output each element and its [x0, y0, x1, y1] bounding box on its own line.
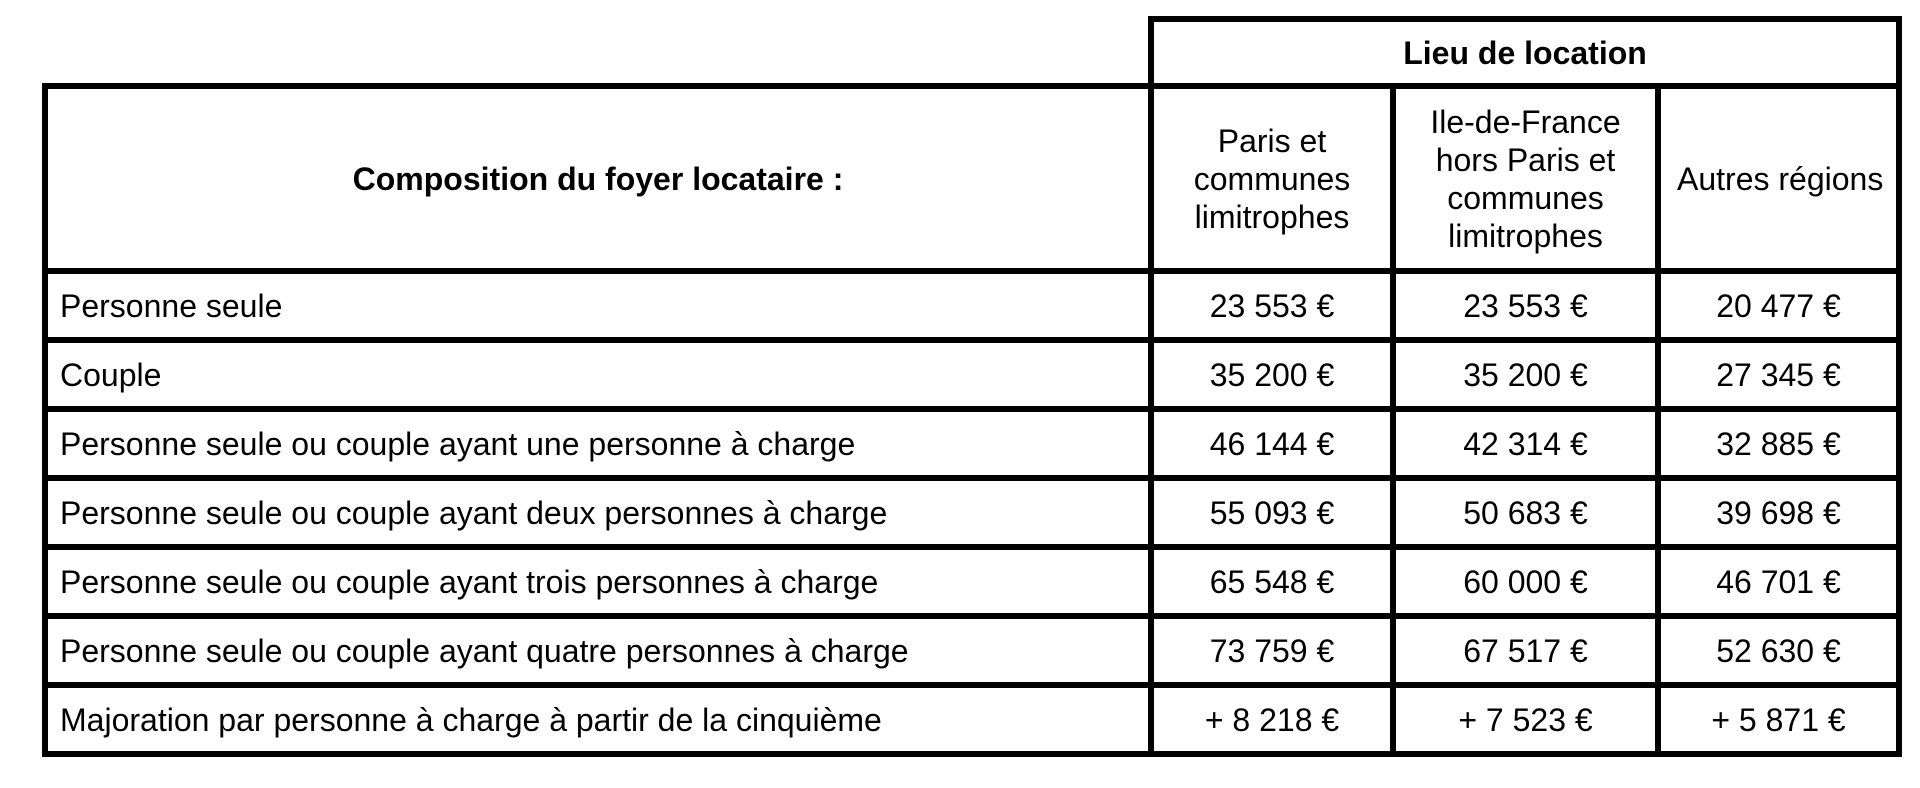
value-cell: + 7 523 €	[1393, 685, 1658, 754]
value-cell: 65 548 €	[1151, 547, 1393, 616]
column-header-row	[45, 86, 1899, 271]
value-cell: 23 553 €	[1151, 271, 1393, 340]
table-row	[45, 478, 1899, 547]
value-cell: 32 885 €	[1658, 409, 1899, 478]
row-label: Personne seule ou couple ayant quatre personnes à charge	[45, 616, 1151, 685]
value-cell: 73 759 €	[1151, 616, 1393, 685]
column-header-autres-regions: Autres régions	[1658, 86, 1899, 271]
income-ceiling-table	[42, 16, 1902, 757]
row-label: Personne seule ou couple ayant deux personnes à charge	[45, 478, 1151, 547]
value-cell: 55 093 €	[1151, 478, 1393, 547]
row-label: Majoration par personne à charge à partir de la cinquième	[45, 685, 1151, 754]
empty-corner-cell	[45, 19, 1151, 86]
value-cell: 67 517 €	[1393, 616, 1658, 685]
value-cell: 35 200 €	[1393, 340, 1658, 409]
composition-header: Composition du foyer locataire :	[45, 86, 1151, 271]
value-cell: 46 144 €	[1151, 409, 1393, 478]
value-cell: 35 200 €	[1151, 340, 1393, 409]
value-cell: 50 683 €	[1393, 478, 1658, 547]
value-cell: 60 000 €	[1393, 547, 1658, 616]
location-group-header: Lieu de location	[1151, 19, 1899, 86]
value-cell: 20 477 €	[1658, 271, 1899, 340]
table-row	[45, 685, 1899, 754]
value-cell: 39 698 €	[1658, 478, 1899, 547]
row-label: Personne seule ou couple ayant une personne à charge	[45, 409, 1151, 478]
column-header-paris: Paris et communes limitrophes	[1151, 86, 1393, 271]
value-cell: 42 314 €	[1393, 409, 1658, 478]
row-label: Couple	[45, 340, 1151, 409]
group-header-row	[45, 19, 1899, 86]
row-label: Personne seule	[45, 271, 1151, 340]
value-cell: + 8 218 €	[1151, 685, 1393, 754]
table-row	[45, 340, 1899, 409]
column-header-ile-de-france: Ile-de-France hors Paris et communes limitrophes	[1393, 86, 1658, 271]
value-cell: 23 553 €	[1393, 271, 1658, 340]
value-cell: 46 701 €	[1658, 547, 1899, 616]
table-row	[45, 547, 1899, 616]
value-cell: 27 345 €	[1658, 340, 1899, 409]
table-row	[45, 409, 1899, 478]
table-row	[45, 616, 1899, 685]
value-cell: + 5 871 €	[1658, 685, 1899, 754]
value-cell: 52 630 €	[1658, 616, 1899, 685]
row-label: Personne seule ou couple ayant trois personnes à charge	[45, 547, 1151, 616]
table-row	[45, 271, 1899, 340]
